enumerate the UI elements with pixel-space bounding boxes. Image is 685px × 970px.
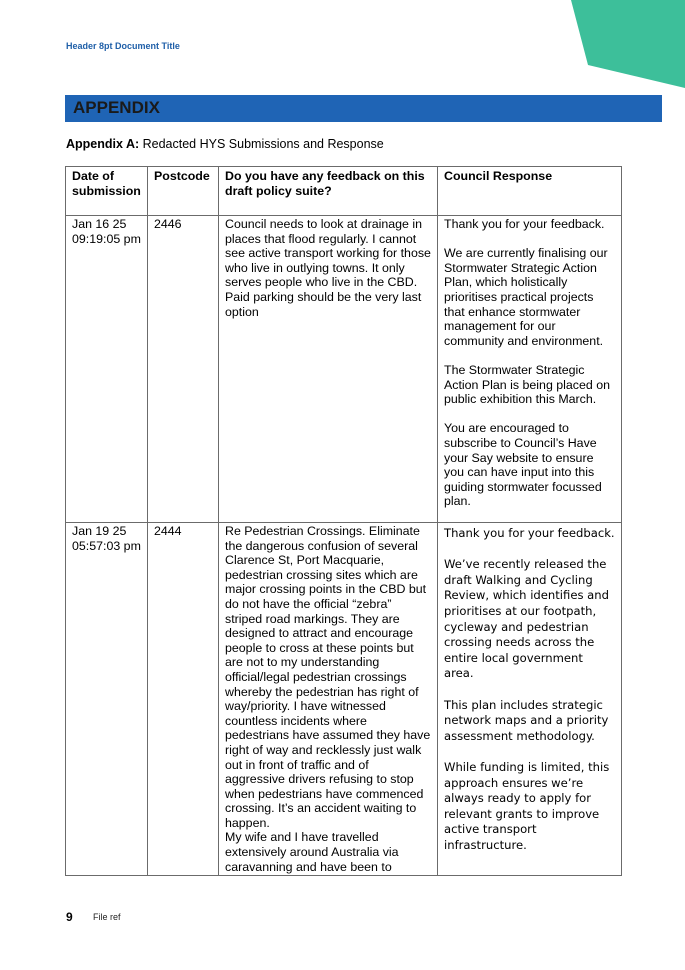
header-document-title: Header 8pt Document Title — [66, 41, 180, 51]
response-paragraph: Thank you for your feedback. — [444, 526, 615, 540]
appendix-subtitle-label: Appendix A: — [66, 137, 140, 151]
appendix-heading-bar — [65, 95, 662, 122]
response-paragraph: You are encouraged to subscribe to Council’s Have your Say website to ensure you can have input into this guiding stormwater focussed plan. — [444, 421, 602, 509]
cell-date: Jan 16 25 09:19:05 pm — [66, 216, 148, 523]
cell-postcode: 2446 — [148, 216, 219, 523]
table-header-row — [66, 167, 622, 216]
table-row — [66, 216, 622, 523]
header-postcode: Postcode — [148, 167, 219, 216]
header-response: Council Response — [438, 167, 622, 216]
table-row — [66, 523, 622, 876]
header-date: Date of submission — [66, 167, 148, 216]
cell-feedback: Re Pedestrian Crossings. Eliminate the dangerous confusion of several Clarence St, Port Macquarie, pedestrian crossing sites which are major crossing points in the CBD but do not have the official “zebra” striped road markings. They are designed to attract and encourage people to cross at these points but are not to my understanding official/legal pedestrian crossings whereby the pedestrian has right of way/priority. I have witnessed countless incidents where pedestrians have assumed they have right of way and recklessly just walk out in front of traffic and of aggressive drivers refusing to stop when pedestrians have commenced crossing. It’s an accident waiting to happen. My wife and I have travelled extensively around Australia via caravanning and have been to — [219, 523, 438, 876]
cell-feedback: Council needs to look at drainage in places that flood regularly. I cannot see active transport working for those who live in outlying towns. It only serves people who live in the CBD. Paid parking should be the very last option — [219, 216, 438, 523]
response-paragraph: While funding is limited, this approach ensures we’re always ready to apply for relevant grants to improve active transport infrastructure. — [444, 759, 610, 852]
response-paragraph: Thank you for your feedback. — [444, 217, 605, 231]
footer-file-ref: File ref — [93, 912, 121, 922]
response-paragraph: We’ve recently released the draft Walking and Cycling Review, which identifies and prioritises at our footpath, cycleway and pedestrian crossing needs across the entire local government area. — [444, 557, 609, 681]
cell-response — [438, 523, 622, 876]
cell-response — [438, 216, 622, 523]
response-paragraph: This plan includes strategic network maps and a priority assessment methodology. — [444, 697, 609, 743]
cell-date: Jan 19 25 05:57:03 pm — [66, 523, 148, 876]
appendix-subtitle — [66, 137, 384, 151]
response-paragraph: We are currently finalising our Stormwater Strategic Action Plan, which holistically prioritises practical projects that enhance stormwater management for our community and environment. — [444, 246, 608, 348]
cell-postcode: 2444 — [148, 523, 219, 876]
appendix-subtitle-text: Redacted HYS Submissions and Response — [139, 137, 384, 151]
response-paragraph: The Stormwater Strategic Action Plan is being placed on public exhibition this March. — [444, 362, 611, 407]
appendix-heading: APPENDIX — [73, 98, 160, 117]
page-number: 9 — [66, 910, 73, 924]
header-feedback: Do you have any feedback on this draft policy suite? — [219, 167, 438, 216]
submissions-table — [65, 166, 622, 876]
